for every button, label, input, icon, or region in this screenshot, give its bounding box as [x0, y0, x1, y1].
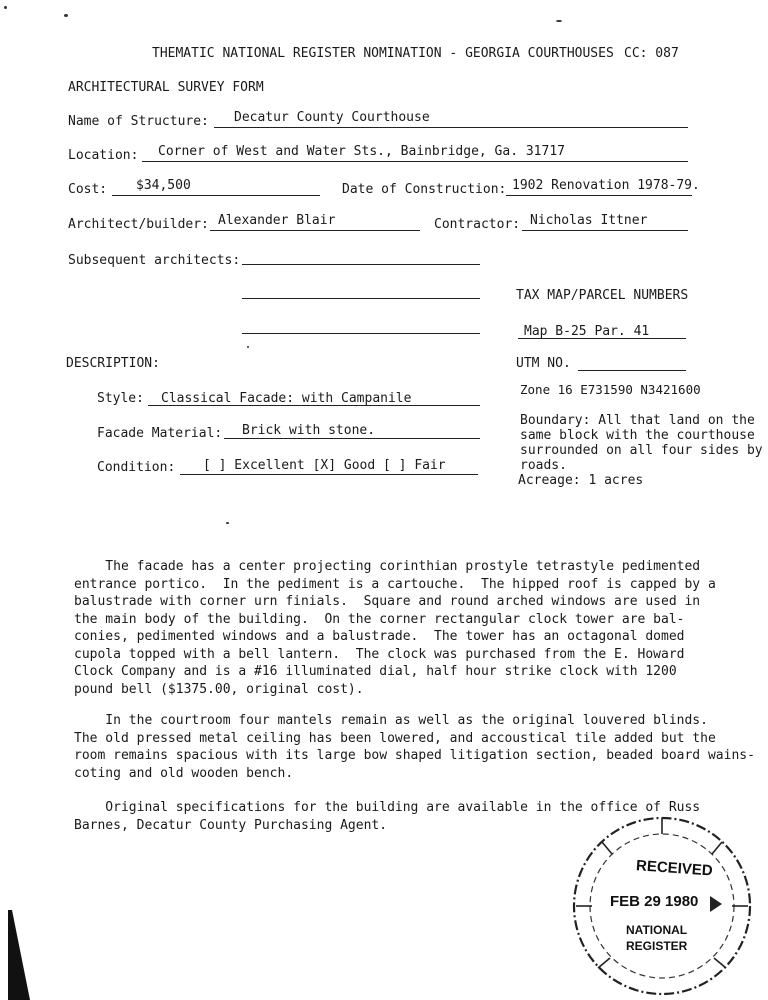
material-underline — [224, 438, 480, 439]
location-underline — [142, 161, 688, 162]
subsequent-line-3 — [242, 333, 480, 334]
received-stamp — [562, 808, 762, 998]
date-underline — [506, 195, 692, 196]
name-label: Name of Structure: — [68, 114, 209, 129]
description-paragraph-3: Original specifications for the building are available in the office of Russ Barnes, Decatur County Purchasing Agent. — [74, 800, 701, 833]
date-value: 1902 Renovation 1978-79. — [512, 178, 700, 193]
document-header-title: THEMATIC NATIONAL REGISTER NOMINATION - GEORGIA COURTHOUSES — [152, 46, 614, 61]
scan-speck — [4, 6, 7, 9]
subsequent-line-1 — [242, 264, 480, 265]
condition-label: Condition: — [97, 460, 176, 475]
utm-value: Zone 16 E731590 N3421600 — [520, 382, 701, 397]
architect-label: Architect/builder: — [68, 217, 209, 232]
form-title: ARCHITECTURAL SURVEY FORM — [68, 80, 264, 95]
scan-speck — [247, 346, 249, 348]
tax-map-value: Map B-25 Par. 41 — [524, 324, 650, 339]
boundary-line-4: roads. — [520, 458, 567, 473]
location-value: Corner of West and Water Sts., Bainbridge, Ga. 31717 — [158, 144, 565, 159]
stamp-received-text: RECEIVED — [635, 857, 714, 880]
utm-underline — [578, 370, 686, 371]
stamp-date-text: FEB 29 1980 — [610, 893, 699, 910]
stamp-arrow-icon — [710, 896, 722, 912]
style-label: Style: — [97, 391, 144, 406]
style-value: Classical Facade: with Campanile — [161, 391, 412, 406]
boundary-line-3: surrounded on all four sides by — [520, 443, 763, 458]
boundary-line-2: same block with the courthouse — [520, 428, 755, 443]
cost-underline — [112, 195, 320, 196]
scan-edge-mark — [0, 910, 40, 1000]
contractor-label: Contractor: — [434, 217, 521, 232]
contractor-underline — [522, 230, 688, 231]
stamp-register-text: REGISTER — [626, 939, 688, 953]
date-label: Date of Construction: — [342, 182, 507, 197]
contractor-value: Nicholas Ittner — [530, 213, 648, 228]
scan-speck — [64, 14, 68, 17]
name-underline — [214, 127, 688, 128]
description-paragraph-1: The facade has a center projecting corinthian prostyle tetrastyle pedimented entrance portico. In the pediment is a cartouche. The hipped roof is capped by a balustrade with corner urn finials. Square and round arched windows are used in the main body of the building. On the corner rectangular clock tower are bal- conies, pedimented windows and a balustrade. The tower has an octagonal domed cupola topped with a bell lantern. The clock was purchased from the E. Howard Clock Company and is a #16 illuminated dial, half hour strike clock with 1200 pound bell ($1375.00, original cost). — [74, 559, 716, 697]
style-underline — [148, 405, 480, 406]
subsequent-label: Subsequent architects: — [68, 253, 241, 268]
acreage-value: Acreage: 1 acres — [518, 473, 644, 488]
tax-map-heading: TAX MAP/PARCEL NUMBERS — [516, 288, 689, 303]
scan-speck — [226, 522, 229, 524]
condition-options: [ ] Excellent [X] Good [ ] Fair — [203, 458, 446, 473]
scan-speck — [556, 20, 562, 22]
material-value: Brick with stone. — [242, 423, 376, 438]
cost-value: $34,500 — [136, 178, 191, 193]
stamp-national-text: NATIONAL — [626, 923, 688, 937]
architect-underline — [210, 230, 420, 231]
condition-underline — [180, 474, 478, 475]
architect-value: Alexander Blair — [218, 213, 336, 228]
material-label: Facade Material: — [97, 426, 223, 441]
description-paragraph-2: In the courtroom four mantels remain as well as the original louvered blinds. The old pressed metal ceiling has been lowered, and accoustical tile added but the room remains spacious with its large bow shaped litigation section, beaded board wains- coting and old wooden bench. — [74, 713, 755, 781]
tax-map-underline — [518, 338, 686, 339]
name-value: Decatur County Courthouse — [234, 110, 430, 125]
control-number: CC: 087 — [624, 46, 679, 61]
cost-label: Cost: — [68, 182, 108, 197]
utm-label: UTM NO. — [516, 356, 571, 371]
description-heading: DESCRIPTION: — [66, 356, 160, 371]
location-label: Location: — [68, 148, 139, 163]
boundary-line-1: Boundary: All that land on the — [520, 413, 755, 428]
subsequent-line-2 — [242, 298, 480, 299]
